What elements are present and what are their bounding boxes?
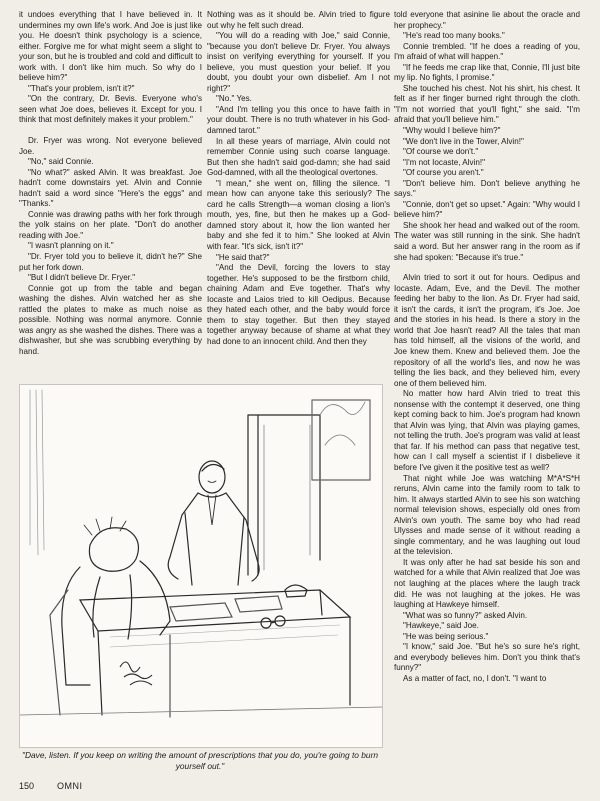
- article-column-3: [394, 10, 580, 684]
- paragraph: "I mean," she went on, filling the silence. "I mean how can anyone take this seriously? The card he calls Strength—a woman closing a lion's mouth, yes, fine, but then he makes up a God-damned story about it, how the lion wanted her baby and she fed it to him." She looked at Alvin with fear. "It's sick, isn't it?": [207, 178, 390, 252]
- paragraph: "Of course you aren't.": [403, 168, 484, 178]
- paragraph: Connie got up from the table and began washing the dishes. Alvin watched her as she rattled the plates to make as much noise as possible. Nothing was normal anymore. Connie was angry as she washed the dishes. There was a dishwasher, but she was scrubbing everything by hand.: [19, 283, 202, 356]
- paragraph: "But I didn't believe Dr. Fryer.": [28, 273, 136, 283]
- paragraph: told everyone that asinine lie about the oracle and her prophecy.": [394, 10, 580, 30]
- paragraph: "He said that?": [216, 252, 270, 262]
- paragraph: "Hawkeye," said Joe.: [403, 621, 479, 631]
- paragraph: Connie trembled. "If he does a reading of you, I'm afraid of what will happen.": [394, 41, 580, 62]
- cartoon-drawing: [20, 385, 382, 747]
- paragraph: "No what?" asked Alvin. It was breakfast. Joe hadn't come downstairs yet. Alvin and Connie hadn't said a word since "Here's the eggs" and "Thanks.": [19, 167, 202, 209]
- paragraph: Nothing was as it should be. Alvin tried to figure out why he felt such dread.: [207, 10, 390, 30]
- paragraph: Alvin tried to sort it out for hours. Oedipus and Iocaste. Adam, Eve, and the Devil. The mother feeding her baby to the lion. As Dr. Fryer had said, it isn't the cards, it isn't the program, it's Joe. Joe and the stories in his head. Is there a story in the world that Joe hasn't read? All the tales that man has told himself, all the visions of the world, and Joe knew them. Knew and believed them. Joe the repository of all the world's lies, and now he was telling the lies back, and they believed him, every one of them believed him.: [394, 273, 580, 388]
- paragraph: "I know," said Joe. "But he's so sure he's right, and everybody believes him. Don't you think that's funny?": [394, 642, 580, 673]
- paragraph: "That's your problem, isn't it?": [28, 83, 135, 93]
- artist-signature: [120, 662, 152, 685]
- article-column-1: [19, 10, 202, 358]
- paragraph: "We don't live in the Tower, Alvin!": [403, 136, 524, 146]
- cartoon-illustration: [19, 384, 383, 748]
- paragraph: In all these years of marriage, Alvin could not remember Connie using such coarse language. But then she hadn't said god-damn; she had said God-damned, with all the theological overtones.: [207, 136, 390, 178]
- paragraph: It was only after he had sat beside his son and watched for a while that Alvin realized that Joe was not laughing at the places where the laugh track did. He was not laughing at the jokes. He was laughing at Hawkeye himself.: [394, 557, 580, 610]
- paragraph: That night while Joe was watching M*A*S*H reruns, Alvin came into the family room to talk to him. It always startled Alvin to see his son watching normal television shows, especially old ones from Alvin's own youth. The same boy who had read Ulysses and made sense of it without reading a single commentary, and he was laughing out loud at the television.: [394, 473, 580, 557]
- paragraph: No matter how hard Alvin tried to treat this nonsense with the contempt it deserved, one thing kept coming back to him. Joe's program had known that Alvin was lying, that Alvin was playing games, not telling the truth. Joe's program was valid at least that far. If his method can pass that negative test, how can I call myself a scientist if I disbelieve it before I've given it the positive test as well?: [394, 389, 580, 472]
- cartoon-caption: "Dave, listen. If you keep on writing the amount of prescriptions that you do, you're going to burn yourself out.": [21, 750, 379, 771]
- paragraph: "Connie, don't get so upset." Again: "Why would I believe him?": [394, 199, 580, 220]
- paragraph: "No." Yes.: [216, 94, 252, 104]
- paragraph: She shook her head and walked out of the room. The water was still running in the sink. She hadn't said a word. But her answer rang in the room as if she had spoken: "Because it's true.": [394, 220, 580, 262]
- paragraph: "If he feeds me crap like that, Connie, I'll just bite my lip. No fights, I promise.": [394, 62, 580, 83]
- paragraph: "I wasn't planning on it.": [28, 241, 114, 251]
- paragraph: "Of course we don't.": [403, 147, 479, 157]
- paragraph: "He was being serious.": [403, 631, 489, 641]
- paragraph: Connie was drawing paths with her fork through the yolk stains on her plate. "Don't do another reading with Joe.": [19, 209, 202, 240]
- paragraph: "He's read too many books.": [403, 31, 505, 41]
- paragraph: "On the contrary, Dr. Bevis. Everyone who's seen what Joe does, believes it. Except for you. I think that most definitely makes it your problem.": [19, 94, 202, 125]
- paragraph: "What was so funny?" asked Alvin.: [403, 610, 528, 620]
- paragraph: "You will do a reading with Joe," said Connie, "because you don't believe Dr. Fryer. You always insist on verifying everything for yourself. If you believe, you must question your belief. If you doubt, you doubt your own disbelief. Am I not right?": [207, 31, 390, 93]
- paragraph: "I'm not Iocaste, Alvin!": [403, 157, 485, 167]
- paragraph: it undoes everything that I have believed in. It undermines my own life's work. And Joe is just like you. He doesn't think psychology is a science, either. Forgive me for what might seem a slight to your son, but he is troubled and cold and difficult to work with. I don't like him much. So why do I believe him?": [19, 10, 202, 83]
- paragraph: As a matter of fact, no, I don't. "I want to: [403, 673, 547, 683]
- article-column-2: [207, 10, 390, 348]
- paragraph: Dr. Fryer was wrong. Not everyone believed Joe.: [19, 136, 202, 156]
- paragraph: "Don't believe him. Don't believe anything he says.": [394, 178, 580, 199]
- paragraph: "Why would I believe him?": [403, 126, 501, 136]
- page-number: 150: [19, 781, 35, 791]
- paragraph: "And the Devil, forcing the lovers to stay together. He's supposed to be the firstborn child, chaining Adam and Eve together. That's why Iocaste and Laios tried to kill Oedipus. Because they hated each other, and the baby would force them to stay together. But then they stayed together anyway because of shame at what they had done to an innocent child. And then they: [207, 263, 390, 346]
- paragraph: "And I'm telling you this once to have faith in your doubt. There is no truth whatever in his God-damned tarot.": [207, 104, 390, 136]
- paragraph: "No," said Connie.: [28, 157, 94, 167]
- magazine-name: OMNI: [57, 781, 83, 791]
- paragraph: "Dr. Fryer told you to believe it, didn't he?" She put her fork down.: [19, 252, 202, 272]
- paragraph: She touched his chest. Not his shirt, his chest. It felt as if her finger burned right through the cloth. "I'm not worried that you'll fight," she said. "I'm afraid that you'll believe him.": [394, 83, 580, 125]
